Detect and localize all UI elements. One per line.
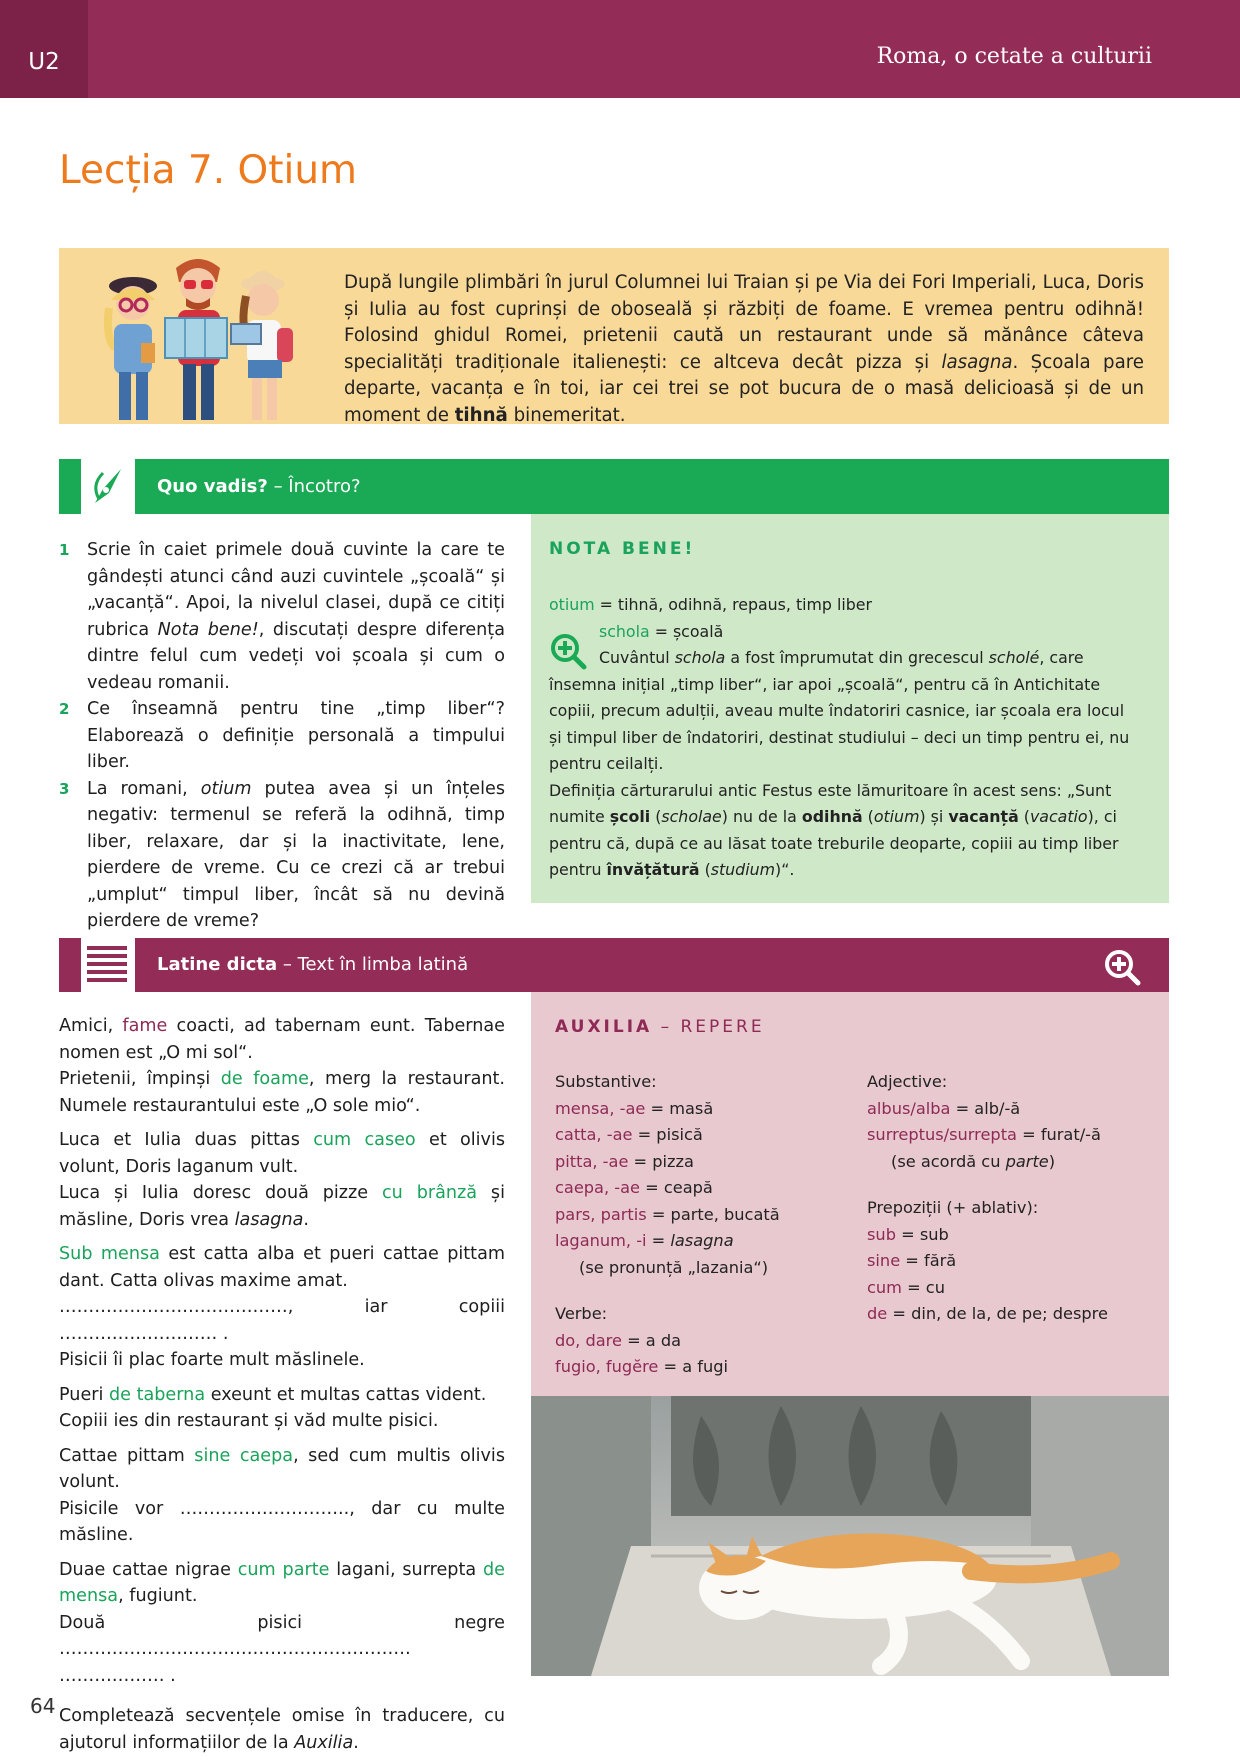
vocab-entry: cum = cu: [867, 1277, 945, 1297]
vocab-entry: catta, -ae = pisică: [555, 1125, 703, 1144]
latin-sentence: Luca et Iulia duas pittas cum caseo et olivis volunt, Doris laganum vult. Luca și Iulia doresc două pizze cu brânză și măsline, Doris vrea lasagna.: [59, 1130, 506, 1230]
page-number: 64: [30, 1694, 56, 1718]
tourists-illustration: [81, 248, 321, 424]
auxilia-title: AUXILIA – REPERE: [555, 1017, 765, 1037]
unit-label: U2: [0, 0, 88, 98]
vocab-entry: de = din, de la, de pe; despre: [867, 1304, 1108, 1323]
latine-dicta-icon-box: [81, 938, 135, 992]
vocab-entry: caepa, -ae = ceapă: [555, 1178, 713, 1197]
vocab-entry: do, dare = a da: [555, 1330, 682, 1350]
quo-vadis-title: Quo vadis?: [157, 476, 268, 497]
vocab-entry: surreptus/surrepta = furat/-ă: [867, 1125, 1101, 1144]
question-list: [59, 537, 505, 935]
latine-dicta-title: Latine dicta: [157, 954, 278, 975]
quo-vadis-header: [135, 459, 1169, 514]
question-item: 1 Scrie în caiet primele două cuvinte la care te gândești atunci când auzi cuvintele „școală“ și „vacanță“. Apoi, la nivelul clasei, după ce citiți rubrica Nota bene!, discutați despre diferența dintre felul cum vedeți voi școala și cum o vedeau romanii.: [59, 540, 505, 693]
vocab-entry: albus/alba = alb/-ă: [867, 1098, 1021, 1118]
vocab-entry: laganum, -i = lasagna: [555, 1231, 734, 1250]
latin-sentence: Pueri de taberna exeunt et multas cattas vident. Copiii ies din restaurant și văd multe pisici.: [59, 1384, 487, 1431]
vocab-entry: mensa, -ae = masă: [555, 1098, 714, 1118]
nota-bene-title: NOTA BENE!: [549, 539, 696, 559]
header-title: Roma, o cetate a culturii: [876, 44, 1152, 69]
latin-sentence: Duae cattae nigrae cum parte lagani, surrepta de mensa, fugiunt. Două pisici negre …………………………………………………… ……………… .: [59, 1559, 505, 1686]
vocab-entry: sine = fără: [867, 1251, 957, 1270]
latin-sentence: Amici, fame coacti, ad tabernam eunt. Tabernae nomen est „O mi sol“. Prietenii, împinși de foame, merg la restaurant. Numele restaurantului este „O sole mio“.: [59, 1016, 505, 1116]
vocab-entry: fugio, fugĕre = a fugi: [555, 1357, 729, 1376]
latine-dicta-stripe: [59, 938, 81, 992]
nota-bene-body: otium = tihnă, odihnă, repaus, timp liber schola = școală Cuvântul schola a fost împrumutat din grecescul scholé, care însemna inițial „timp liber“, iar apoi „școală“, pentru că în Antichitate copiii, precum adulții, aveau multe îndatoriri casnice, iar școala era locul și timpul liber de îndatoriri, destinat studiului – deci un timp pentru ei, nu pentru ceilalți. Definiția cărturarului antic Festus este lămuritoare în acest sens: „Sunt numite școli (scholae) nu de la odihnă (otium) și vacanță (vacatio), ci pentru că, după ce au lăsat toate treburile deoparte, copiii au timp liber pentru învățătură (studium)“.: [549, 595, 1130, 879]
latin-sentence: Cattae pittam sine caepa, sed cum multis olivis volunt. Pisicile vor ……………………….., dar cu multe măsline.: [59, 1445, 505, 1545]
zoom-in-icon: [1103, 948, 1141, 986]
sleeping-cat-illustration: [531, 1396, 1169, 1676]
auxilia-right-column: Adjective: albus/alba = alb/-ă surreptus/surrepta = furat/-ă (se acordă cu parte) Prepoziții (+ ablativ): sub = sub sine = fără cum = cu de = din, de la, de pe; despre: [867, 1069, 1167, 1328]
intro-text: După lungile plimbări în jurul Columnei lui Traian și pe Via dei Fori Imperiali, Luca, Doris și Iulia au fost cuprinși de oboseală și răzbiți de foame. E vremea pentru odihnă! Folosind ghidul Romei, prietenii caută un restaurant unde să mănânce câteva specialități tradiționale italienești: ce altceva decât pizza și lasagna. Școala pare departe, vacanța e în toi, iar cei trei se pot bucura de o masă delicioasă și de un moment de tihnă binemeritat.: [344, 272, 1144, 426]
latine-dicta-subtitle: – Text în limba latină: [277, 954, 469, 975]
vocab-entry: pars, partis = parte, bucată: [555, 1204, 780, 1224]
task-instruction: Completează secvențele omise în traducere, cu ajutorul informațiilor de la Auxilia.: [59, 1706, 505, 1753]
quo-vadis-icon-box: [81, 459, 135, 514]
cat-photo: [531, 1396, 1169, 1676]
quo-vadis-subtitle: – Încotro?: [267, 476, 361, 497]
latin-sentence: Sub mensa est catta alba et pueri cattae pittam dant. Catta olivas maxime amat. …………………………………, iar copiii ……………………… . Pisicii îi plac foarte mult măslinele.: [59, 1244, 506, 1370]
quo-vadis-stripe: [59, 459, 81, 514]
question-item: 2 Ce înseamnă pentru tine „timp liber“? Elaborează o definiție personală a timpului liber.: [59, 699, 505, 772]
auxilia-left-column: Substantive: mensa, -ae = masă catta, -ae = pisică pitta, -ae = pizza caepa, -ae = ceapă pars, partis = parte, bucată laganum, -i = lasagna (se pronunță „lazania“) Verbe: do, dare = a da fugio, fugĕre = a fugi: [555, 1069, 855, 1381]
latin-text: [59, 1013, 505, 1764]
question-item: 3 La romani, otium putea avea și un înțeles negativ: termenul se referă la odihnă, timp liber, relaxare, dar și la inactivitate, lene, pierdere de vreme. Cu ce crezi că ar trebui „umplut“ timpul liber, încât să nu devină pierdere de vreme?: [59, 778, 505, 931]
vocab-entry: sub = sub: [867, 1224, 949, 1244]
lesson-title: Lecția 7. Otium: [59, 148, 358, 193]
vocab-entry: pitta, -ae = pizza: [555, 1151, 694, 1171]
text-lines-icon: [81, 938, 135, 992]
latine-dicta-header: [135, 938, 1169, 992]
compass-needle-icon: [81, 459, 135, 514]
